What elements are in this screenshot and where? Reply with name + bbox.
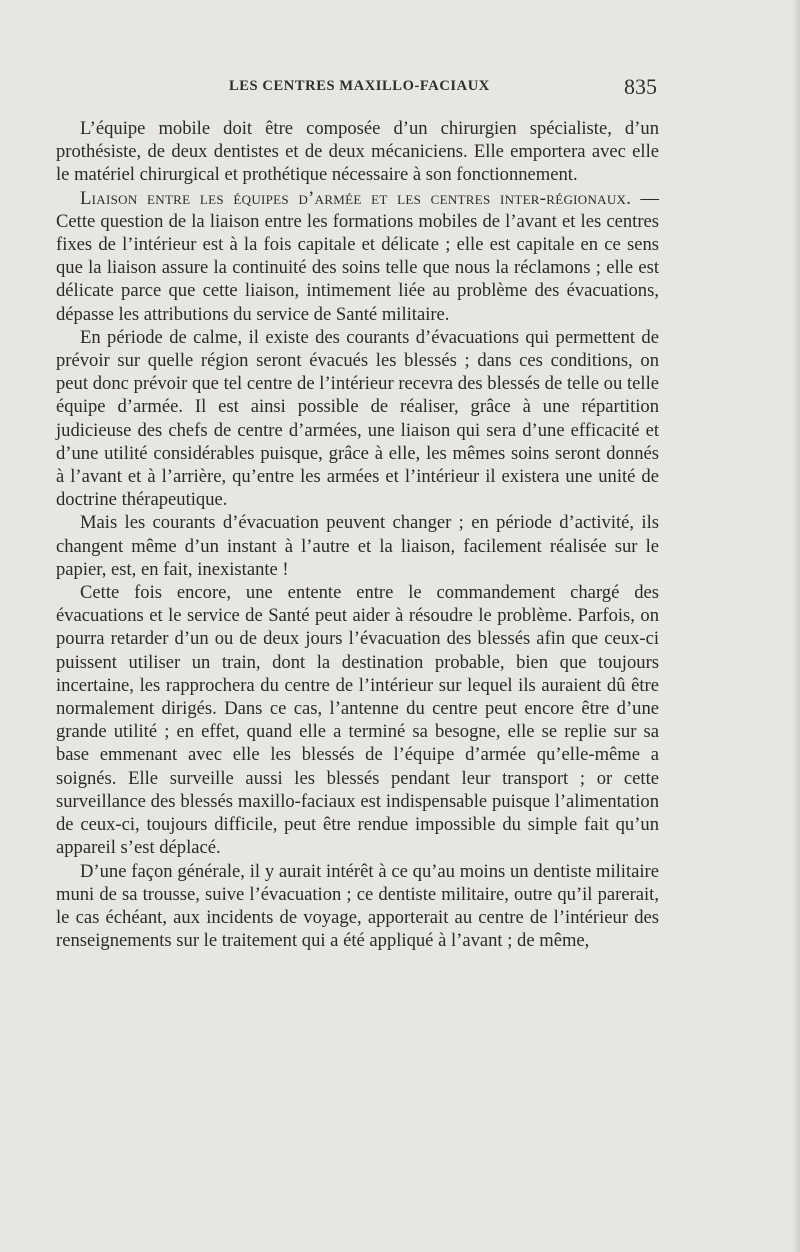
paragraph: L’équipe mobile doit être composée d’un chirurgien spécialiste, d’un prothésiste, de deux dentistes et de deux mécaniciens. Elle emportera avec elle le matériel chirurgical et prothétique nécessaire à son fonctionnement. <box>56 118 659 186</box>
body-text <box>56 117 659 952</box>
running-title: LES CENTRES MAXILLO-FACIAUX <box>229 78 490 94</box>
paragraph: En période de calme, il existe des courants d’évacuations qui permettent de prévoir sur quelle région seront évacués les blessés ; dans ces conditions, on peut donc prévoir que tel centre de l’intérieur recevra des blessés de telle ou telle équipe d’armée. Il est ainsi possible de réaliser, grâce à une répartition judicieuse des chefs de centre d’armées, une liaison qui sera d’une efficacité et d’une utilité considérables puisque, grâce à elle, les mêmes soins seront donnés à l’avant et à l’arrière, qu’entre les armées et l’intérieur il existera une unité de doctrine thérapeutique. <box>56 326 659 511</box>
section-paragraph-text: — Cette question de la liaison entre les formations mobiles de l’avant et les centres fixes de l’intérieur est à la fois capitale et délicate ; elle est capitale en ce sens que la liaison assure la continuité des soins telle que nous la réclamons ; elle est délicate parce que cette liaison, intimement liée au problème des évacuations, dépasse les attributions du service de Santé militaire. <box>56 187 659 325</box>
paragraph: D’une façon générale, il y aurait intérêt à ce qu’au moins un dentiste militaire muni de sa trousse, suive l’évacuation ; ce dentiste militaire, outre qu’il parerait, le cas échéant, aux incidents de voyage, apporterait au centre de l’intérieur des renseignements sur le traitement qui a été appliqué à l’avant ; de même, <box>56 860 659 952</box>
page-header <box>56 76 659 100</box>
page-number: 835 <box>624 74 657 99</box>
section-paragraph <box>56 187 659 326</box>
section-title: Liaison entre les équipes d’armée et les centres inter-régionaux. <box>80 187 632 209</box>
paragraph: Cette fois encore, une entente entre le commandement chargé des évacuations et le service de Santé peut aider à résoudre le problème. Parfois, on pourra retarder d’un ou de deux jours l’évacuation des blessés afin que ceux-ci puissent utiliser un train, dont la destination probable, bien que toujours incertaine, les rapprochera du centre de l’intérieur sur lequel ils auraient dû être normalement dirigés. Dans ce cas, l’antenne du centre peut encore être d’une grande utilité ; en effet, quand elle a terminé sa besogne, elle se replie sur sa base emmenant avec elle les blessés de l’équipe d’armée qu’elle-même a soignés. Elle surveille aussi les blessés pendant leur transport ; or cette surveillance des blessés maxillo-faciaux est indispensable puisque l’alimentation de ceux-ci, toujours difficile, peut être rendue impossible du simple fait qu’un appareil s’est déplacé. <box>56 582 659 859</box>
paragraph: Mais les courants d’évacuation peuvent changer ; en période d’activité, ils changent même d’un instant à l’autre et la liaison, facilement réalisée sur le papier, est, en fait, inexistante ! <box>56 512 659 580</box>
